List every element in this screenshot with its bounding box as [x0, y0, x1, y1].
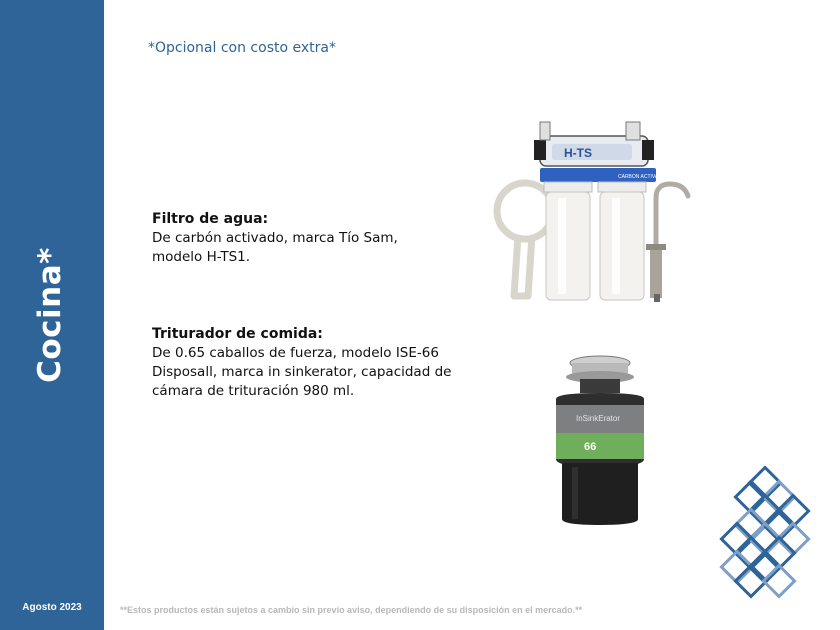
food-disposer-image [550, 355, 650, 527]
sidebar [0, 0, 104, 630]
item-title: Filtro de agua: [152, 211, 269, 227]
water-filter-block [152, 210, 452, 267]
disposer-model-text: 66 [584, 441, 597, 453]
section-title: Cocina* [32, 247, 68, 383]
date-label: Agosto 2023 [22, 602, 82, 613]
optional-note: *Opcional con costo extra* [148, 40, 336, 56]
filter-brand-text: H-TS [564, 146, 592, 160]
water-filter-image [478, 118, 708, 306]
filter-sub-text: CARBON ACTIVADO [618, 174, 666, 180]
item-description: De 0.65 caballos de fuerza, modelo ISE-66 Disposall, marca in sinkerator, capacidad de cámara de trituración 980 ml. [152, 345, 452, 399]
item-title: Triturador de comida: [152, 326, 323, 342]
diamond-lattice-icon [716, 466, 822, 606]
item-description: De carbón activado, marca Tío Sam, modelo H-TS1. [152, 230, 398, 265]
disposer-brand-text: InSinkErator [576, 414, 621, 423]
disclaimer-footer: **Estos productos están sujetos a cambio sin previo aviso, dependiendo de su disposición en el mercado.** [120, 605, 583, 615]
food-disposer-block [152, 325, 452, 401]
